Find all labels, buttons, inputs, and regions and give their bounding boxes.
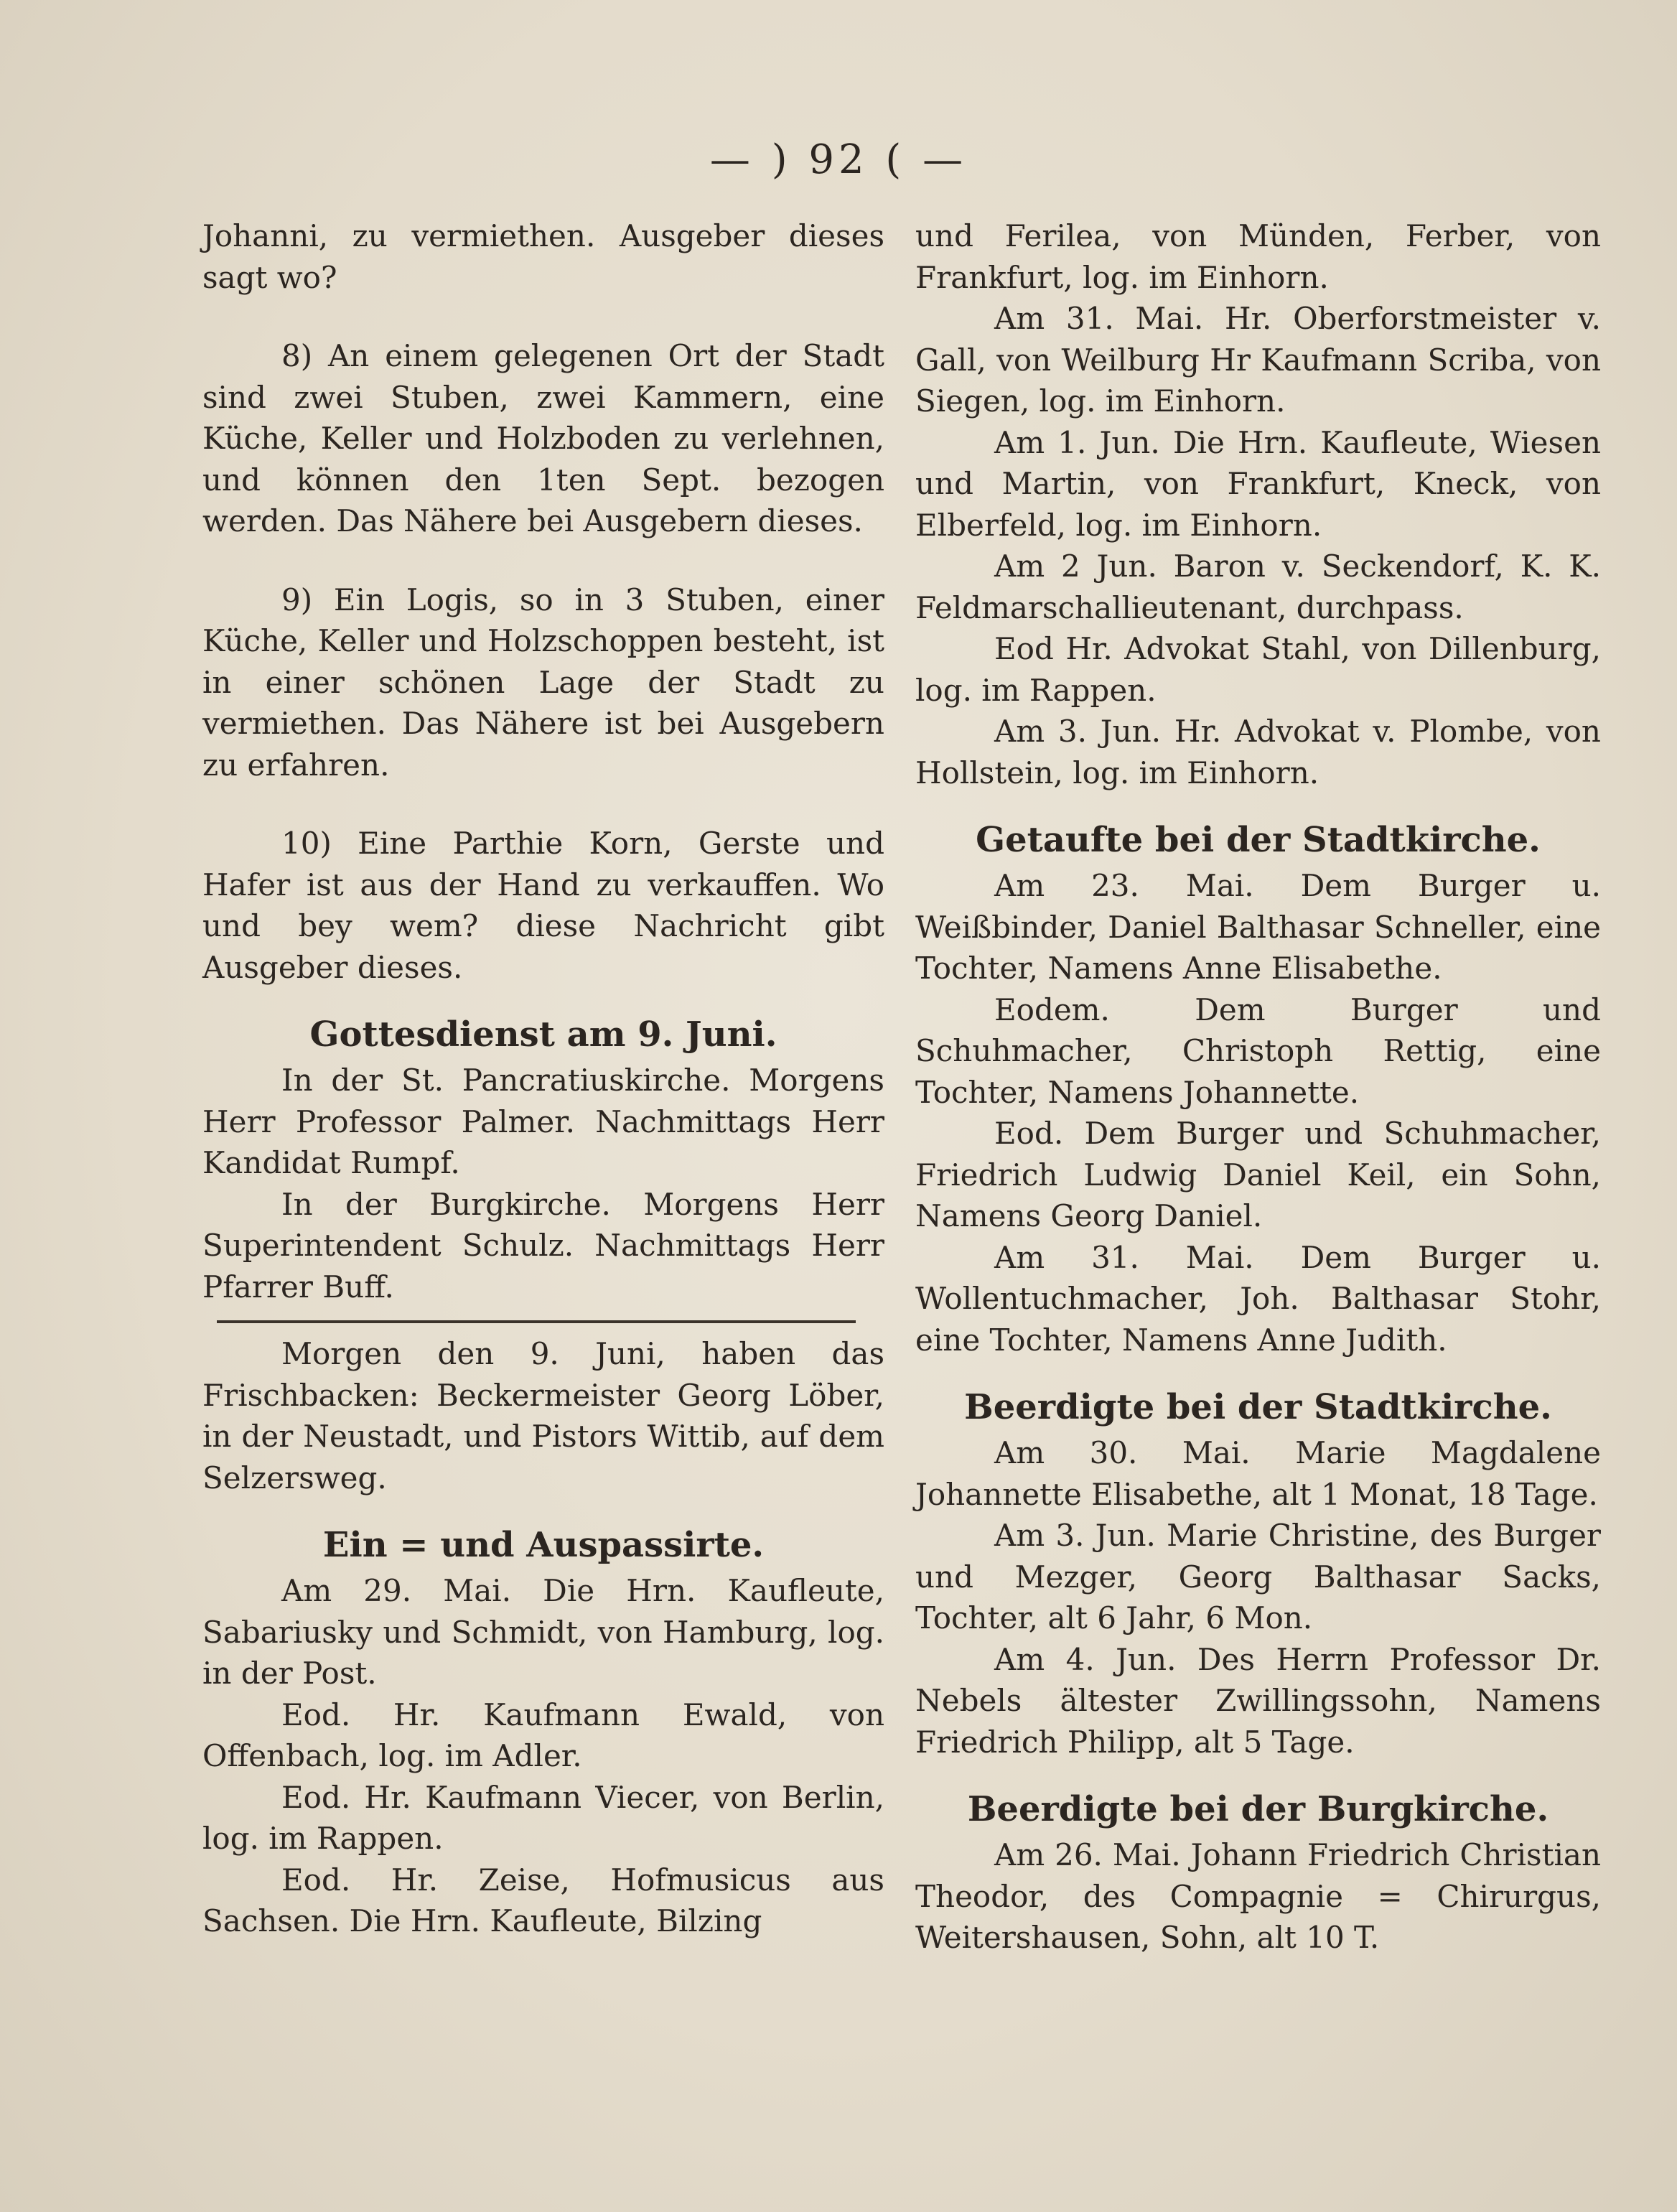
baptism-entry: Eodem. Dem Burger und Schuhmacher, Christoph Rettig, eine Tochter, Namens Johannette. (915, 991, 1601, 1110)
traveler-entry: Eod. Hr. Kaufmann Viecer, von Berlin, log. im Rappen. (202, 1779, 884, 1856)
traveler-entry: Am 1. Jun. Die Hrn. Kaufleute, Wiesen und Martin, von Frankfurt, Kneck, von Elberfeld, log. im Einhorn. (915, 424, 1601, 543)
traveler-entry: Eod Hr. Advokat Stahl, von Dillenburg, log. im Rappen. (915, 631, 1601, 708)
traveler-entry: Am 31. Mai. Hr. Oberforstmeister v. Gall, von Weilburg Hr Kaufmann Scriba, von Siegen, log. im Einhorn. (915, 301, 1601, 419)
gottesdienst-burgkirche: In der Burgkirche. Morgens Herr Superintendent Schulz. Nachmittags Herr Pfarrer Buff. (202, 1186, 884, 1305)
gottesdienst-pancratius: In der St. Pancratiuskirche. Morgens Herr Professor Palmer. Nachmittags Herr Kandidat Rumpf. (202, 1063, 884, 1180)
burial-entry: Am 26. Mai. Johann Friedrich Christian Theodor, des Compagnie = Chirurgus, Weitershausen, Sohn, alt 10 T. (915, 1837, 1601, 1955)
frischbacken-notice: Morgen den 9. Juni, haben das Frischbacken: Beckermeister Georg Löber, in der Neustadt, und Pistors Wittib, auf dem Selzersweg. (202, 1336, 884, 1495)
heading-beerdigte-burgkirche: Beerdigte bei der Burgkirche. (967, 1789, 1549, 1829)
traveler-entry-continuation: und Ferilea, von Münden, Ferber, von Frankfurt, log. im Einhorn. (915, 218, 1601, 295)
heading-getaufte-stadtkirche: Getaufte bei der Stadtkirche. (976, 820, 1541, 860)
ad-10: 10) Eine Parthie Korn, Gerste und Hafer ist aus der Hand zu verkauffen. Wo und bey wem? diese Nachricht gibt Ausgeber dieses. (202, 826, 884, 985)
baptism-entry: Am 23. Mai. Dem Burger u. Weißbinder, Daniel Balthasar Schneller, eine Tochter, Namens Anne Elisabethe. (915, 868, 1601, 986)
heading-gottesdienst: Gottesdienst am 9. Juni. (309, 1014, 777, 1055)
traveler-entry: Am 29. Mai. Die Hrn. Kaufleute, Sabariusky und Schmidt, von Hamburg, log. in der Post. (202, 1573, 884, 1691)
page-number-header: — ) 92 ( — (709, 136, 968, 183)
baptism-entry: Am 31. Mai. Dem Burger u. Wollentuchmacher, Joh. Balthasar Stohr, eine Tochter, Namens Anne Judith. (915, 1239, 1601, 1358)
ad-9: 9) Ein Logis, so in 3 Stuben, einer Küche, Keller und Holzschoppen besteht, ist in einer schönen Lage der Stadt zu vermiethen. Das Nähere ist bei Ausgebern zu erfahren. (202, 582, 884, 783)
traveler-entry: Am 3. Jun. Hr. Advokat v. Plombe, von Hollstein, log. im Einhorn. (915, 714, 1601, 790)
burial-entry: Am 4. Jun. Des Herrn Professor Dr. Nebels ältester Zwillingssohn, Namens Friedrich Philipp, alt 5 Tage. (915, 1641, 1601, 1760)
baptism-entry: Eod. Dem Burger und Schuhmacher, Friedrich Ludwig Daniel Keil, ein Sohn, Namens Georg Daniel. (915, 1116, 1601, 1233)
traveler-entry: Am 2 Jun. Baron v. Seckendorf, K. K. Feldmarschallieutenant, durchpass. (915, 549, 1601, 625)
left-column (202, 215, 884, 1942)
right-column (915, 215, 1601, 1959)
ad-8: 8) An einem gelegenen Ort der Stadt sind zwei Stuben, zwei Kammern, eine Küche, Keller und Holzboden zu verlehnen, und können den 1ten Sept. bezogen werden. Das Nähere bei Ausgebern dieses. (202, 338, 884, 538)
section-divider (217, 1320, 856, 1323)
heading-beerdigte-stadtkirche: Beerdigte bei der Stadtkirche. (964, 1387, 1552, 1427)
traveler-entry: Eod. Hr. Kaufmann Ewald, von Offenbach, log. im Adler. (202, 1697, 884, 1773)
heading-ein-und-auspassirte: Ein = und Auspassirte. (322, 1525, 765, 1565)
burial-entry: Am 30. Mai. Marie Magdalene Johannette Elisabethe, alt 1 Monat, 18 Tage. (915, 1435, 1601, 1512)
traveler-entry: Eod. Hr. Zeise, Hofmusicus aus Sachsen. Die Hrn. Kaufleute, Bilzing (202, 1862, 884, 1938)
burial-entry: Am 3. Jun. Marie Christine, des Burger und Mezger, Georg Balthasar Sacks, Tochter, alt 6 Jahr, 6 Mon. (915, 1518, 1601, 1635)
ad-7-continuation: Johanni, zu vermiethen. Ausgeber dieses sagt wo? (202, 218, 884, 295)
